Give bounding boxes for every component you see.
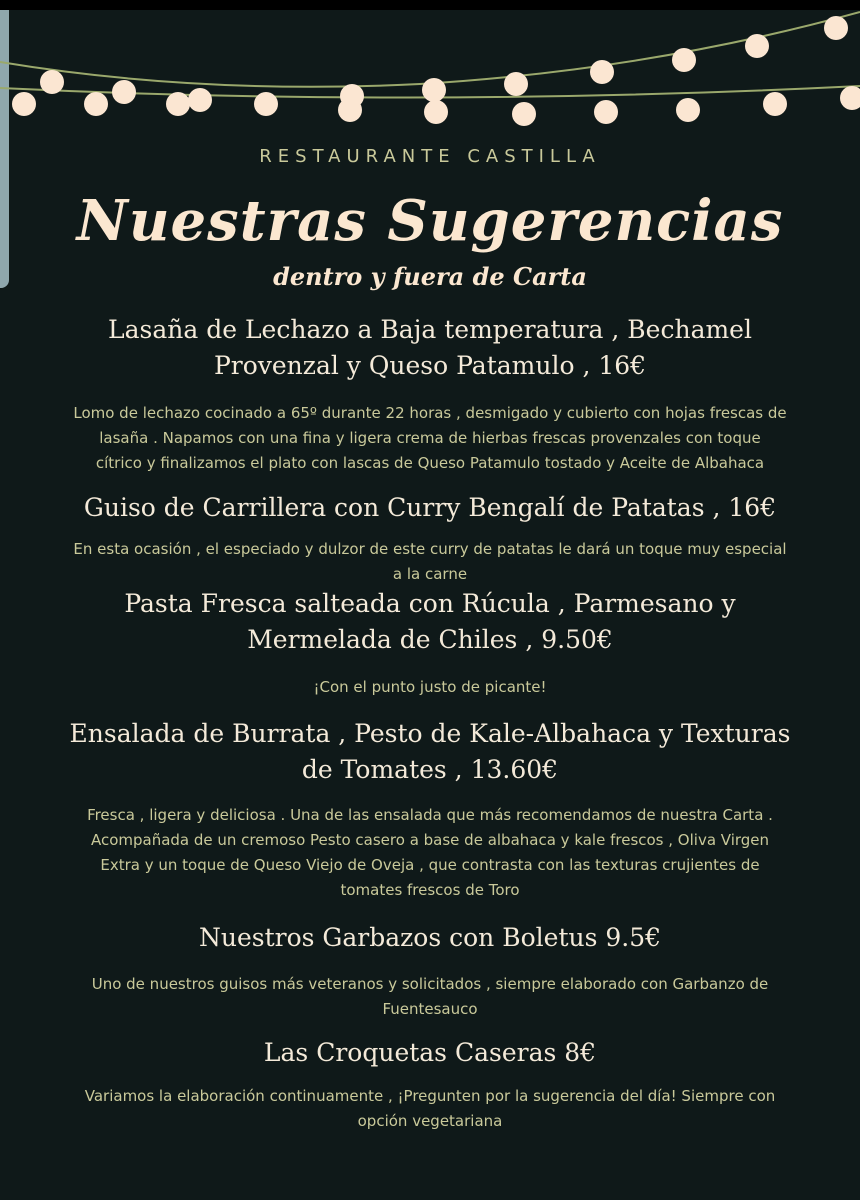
dish-description-line: Fuentesauco (382, 1000, 478, 1018)
dish-description-line: Lomo de lechazo cocinado a 65º durante 22 horas , desmigado y cubierto con hojas frescas de (73, 404, 787, 422)
light-bulb-icon (840, 86, 860, 110)
light-bulb-icon (188, 88, 212, 112)
restaurant-name: RESTAURANTE CASTILLA (259, 146, 601, 167)
dish-description (30, 972, 830, 1022)
light-bulb-icon (590, 60, 614, 84)
dish-description-line: ¡Con el punto justo de picante! (313, 678, 547, 696)
light-bulb-icon (504, 72, 528, 96)
dish-name-line: Pasta Fresca salteada con Rúcula , Parmesano y (124, 589, 736, 618)
light-bulb-icon (112, 80, 136, 104)
dish-description-line: lasaña . Napamos con una fina y ligera crema de hierbas frescas provenzales con toque (99, 429, 761, 447)
dish-name (30, 490, 830, 526)
dish-description-line: opción vegetariana (357, 1112, 503, 1130)
light-bulb-icon (424, 100, 448, 124)
light-bulb-icon (672, 48, 696, 72)
dish-description-line: cítrico y finalizamos el plato con lascas de Queso Patamulo tostado y Aceite de Albahaca (95, 454, 765, 472)
light-bulb-icon (84, 92, 108, 116)
page-subtitle: dentro y fuera de Carta (273, 262, 587, 291)
light-string (0, 12, 860, 87)
dish-name-line: Mermelada de Chiles , 9.50€ (247, 625, 613, 654)
dish-name-line: Ensalada de Burrata , Pesto de Kale-Albahaca y Texturas (69, 719, 791, 748)
dish-name (30, 716, 830, 788)
light-bulb-icon (166, 92, 190, 116)
dish-name-line: Las Croquetas Caseras 8€ (263, 1038, 597, 1067)
dish-description-line: Variamos la elaboración continuamente , ¡Pregunten por la sugerencia del día! Siempre con (84, 1087, 776, 1105)
dish-description-line: a la carne (392, 565, 468, 583)
dish-name (30, 920, 830, 956)
dish-name-line: de Tomates , 13.60€ (301, 755, 559, 784)
light-bulb-icon (422, 78, 446, 102)
light-bulb-icon (824, 16, 848, 40)
dish-description (30, 803, 830, 903)
dish-name-line: Guiso de Carrillera con Curry Bengalí de Patatas , 16€ (83, 493, 777, 522)
dish-description (30, 1084, 830, 1134)
light-bulb-icon (512, 102, 536, 126)
dish-description-line: Fresca , ligera y deliciosa . Una de las ensalada que más recomendamos de nuestra Carta . (87, 806, 773, 824)
light-bulb-icon (338, 98, 362, 122)
dish-name-line: Provenzal y Queso Patamulo , 16€ (213, 351, 647, 380)
dish-description-line: Acompañada de un cremoso Pesto casero a base de albahaca y kale frescos , Oliva Virgen (90, 831, 770, 849)
light-bulb-icon (40, 70, 64, 94)
dish-description-line: Extra y un toque de Queso Viejo de Oveja , que contrasta con las texturas crujientes de (100, 856, 760, 874)
light-bulb-icon (254, 92, 278, 116)
light-bulb-icon (12, 92, 36, 116)
dish-description (30, 537, 830, 587)
dish-name-line: Lasaña de Lechazo a Baja temperatura , Bechamel (108, 315, 752, 344)
dish-name (30, 586, 830, 658)
dish-name-line: Nuestros Garbazos con Boletus 9.5€ (198, 923, 662, 952)
dish-name (30, 1035, 830, 1071)
light-bulb-icon (676, 98, 700, 122)
page-title: Nuestras Sugerencias (76, 188, 784, 254)
dish-description-line: tomates frescos de Toro (340, 881, 520, 899)
light-bulb-icon (745, 34, 769, 58)
dish-description (30, 401, 830, 476)
light-bulb-icon (763, 92, 787, 116)
dish-description-line: En esta ocasión , el especiado y dulzor de este curry de patatas le dará un toque muy especial (73, 540, 787, 558)
dish-description-line: Uno de nuestros guisos más veteranos y solicitados , siempre elaborado con Garbanzo de (91, 975, 769, 993)
dish-name (30, 312, 830, 384)
string-lights-decoration (0, 0, 860, 140)
light-bulb-icon (594, 100, 618, 124)
dish-description (30, 675, 830, 700)
